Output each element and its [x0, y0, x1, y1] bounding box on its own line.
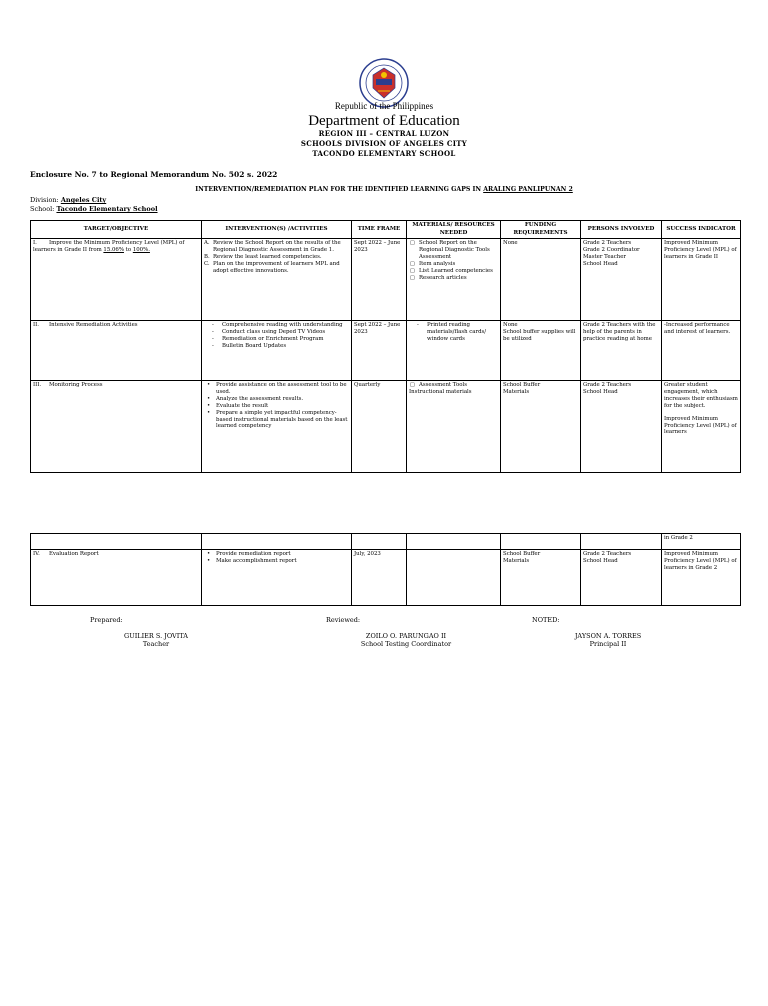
enclosure-text: Enclosure No. 7 to Regional Memorandum No. 502 s. 2022 [30, 170, 278, 179]
target-cell [31, 239, 202, 321]
list-item: • Prepare a simple yet impactful competency-based instructional materials based on the least learned competency [204, 410, 349, 431]
materials-cell [407, 550, 501, 606]
success-text: Greater student engagement, which increases their enthusiasm for the subject. [664, 382, 738, 409]
list-item: • Analyze the assessment results. [204, 396, 349, 403]
plan-title-subject: ARALING PANLIPUNAN 2 [483, 186, 573, 193]
list-item: - Printed reading materials/flash cards/ window cards [409, 322, 498, 343]
activities-cell [202, 381, 352, 473]
plan-table [30, 220, 741, 473]
prepared-role: Teacher [142, 640, 170, 648]
row-number: II. [33, 322, 39, 328]
list-item: School Head [583, 260, 618, 267]
persons-cell [581, 381, 662, 473]
list-item: □ Research articles [409, 275, 498, 282]
col-target: TARGET/OBJECTIVE [31, 221, 202, 239]
success-continued: in Grade 2 [662, 534, 741, 550]
target-to-word: to [123, 246, 133, 253]
persons-cell [581, 239, 662, 321]
republic-heading: Republic of the Philippines [334, 101, 434, 111]
list-item: • Provide assistance on the assessment tool to be used. [204, 382, 349, 396]
list-letter: B. [204, 253, 210, 260]
target-from: 15.06% [103, 246, 124, 253]
school-label: School: [30, 205, 57, 213]
table-header-row [31, 221, 741, 239]
list-item: • Make accomplishment report [204, 558, 349, 565]
list-item: □ Assessment Tools [409, 382, 498, 389]
list-item: Materials [503, 388, 530, 395]
time-cell: Sept 2022 – June 2023 [352, 239, 407, 321]
list-item: School Head [583, 557, 618, 564]
target-text: Monitoring Process [49, 382, 103, 388]
list-item: Grade 2 Teachers [583, 382, 632, 388]
list-letter: C. [204, 260, 210, 267]
division-label: Division: [30, 196, 61, 204]
reviewed-label: Reviewed: [326, 616, 361, 624]
list-item: - Remediation or Enrichment Program [204, 336, 349, 343]
persons-cell [581, 550, 662, 606]
list-item: Instructional materials [409, 388, 472, 395]
materials-cell [407, 321, 501, 381]
col-materials: MATERIALS/ RESOURCES NEEDED [407, 221, 501, 239]
table-row [31, 550, 741, 606]
list-item: Grade 2 Coordinator [583, 246, 640, 253]
time-cell: Sept 2022 – June 2023 [352, 321, 407, 381]
target-text: Improve the Minimum Proficiency Level (MPL) of learners in Grade II from [33, 240, 185, 253]
noted-label: NOTED: [532, 616, 560, 624]
division-value: Angeles City [60, 196, 107, 204]
col-interventions: INTERVENTION(S) /ACTIVITIES [202, 221, 352, 239]
list-item: School buffer supplies will be utilized [503, 328, 576, 342]
funding-cell [501, 321, 581, 381]
list-letter: A. [204, 240, 210, 246]
table-row [31, 534, 741, 550]
target-to: 100%. [132, 246, 150, 253]
list-item: □ List Learned competencies [409, 268, 498, 275]
activities-cell [202, 239, 352, 321]
list-item [204, 240, 349, 254]
plan-title [0, 186, 768, 193]
row-number: IV. [33, 551, 40, 557]
funding-cell: None [501, 239, 581, 321]
prepared-label: Prepared: [90, 616, 123, 624]
funding-cell [501, 381, 581, 473]
col-persons: PERSONS INVOLVED [581, 221, 662, 239]
list-item: Grade 2 Teachers [583, 551, 632, 557]
plan-table-continued [30, 533, 741, 606]
activities-cell [202, 321, 352, 381]
materials-cell [407, 239, 501, 321]
activities-cell [202, 550, 352, 606]
noted-role: Principal II [589, 640, 627, 648]
reviewed-name: ZOILO O. PARUNGAO II [365, 632, 447, 640]
list-item: School Head [583, 388, 618, 395]
list-item: Master Teacher [583, 253, 626, 260]
persons-cell: Grade 2 Teachers with the help of the parents in practice reading at home [581, 321, 662, 381]
col-time-frame: TIME FRAME [352, 221, 407, 239]
plan-title-prefix: INTERVENTION/REMEDIATION PLAN FOR THE IDENTIFIED LEARNING GAPS IN [195, 186, 484, 193]
row-number: I. [33, 240, 37, 246]
list-item: • Evaluate the result [204, 403, 349, 410]
success-cell: -Increased performance and interest of learners. [662, 321, 741, 381]
success-cell: Improved Minimum Proficiency Level (MPL) of learners in Grade II [662, 239, 741, 321]
list-item: - Comprehensive reading with understanding [204, 322, 349, 329]
col-funding: FUNDING REQUIREMENTS [501, 221, 581, 239]
list-text: Plan on the improvement of learners MPL and adopt effective innovations. [213, 260, 340, 274]
time-cell: July, 2023 [352, 550, 407, 606]
target-text: Intensive Remediation Activities [49, 322, 138, 328]
table-row [31, 381, 741, 473]
target-cell [31, 381, 202, 473]
list-item: □ Item analysis [409, 261, 498, 268]
table-row [31, 239, 741, 321]
list-text: Review the School Report on the results of the Regional Diagnostic Assessment in Grade 1. [213, 240, 341, 253]
school-line [30, 205, 158, 213]
school-heading: TACONDO ELEMENTARY SCHOOL [312, 149, 456, 158]
department-heading: Department of Education [308, 113, 460, 129]
row-number: III. [33, 382, 42, 388]
success-text: Improved Minimum Proficiency Level (MPL) of learners [664, 415, 737, 436]
list-item [204, 261, 349, 275]
table-row [31, 321, 741, 381]
col-success: SUCCESS INDICATOR [662, 221, 741, 239]
list-text: Review the least learned competencies. [213, 253, 322, 260]
materials-cell [407, 381, 501, 473]
list-item: - Bulletin Board Updates [204, 343, 349, 350]
division-line [30, 196, 106, 204]
success-cell: Improved Minimum Proficiency Level (MPL) of learners in Grade 2 [662, 550, 741, 606]
list-item: School Buffer [503, 382, 541, 388]
noted-name: JAYSON A. TORRES [574, 632, 642, 640]
list-item: Grade 2 Teachers [583, 240, 632, 246]
list-item: Materials [503, 557, 530, 564]
list-item: None [503, 322, 518, 328]
target-cell [31, 550, 202, 606]
success-cell [662, 381, 741, 473]
division-office-heading: SCHOOLS DIVISION OF ANGELES CITY [300, 139, 468, 148]
reviewed-role: School Testing Coordinator [360, 640, 452, 648]
list-item: □ School Report on the Regional Diagnostic Tools Assessment [409, 240, 498, 261]
list-item [204, 254, 349, 261]
funding-cell [501, 550, 581, 606]
time-cell: Quarterly [352, 381, 407, 473]
region-heading: REGION III – CENTRAL LUZON [318, 129, 450, 138]
list-item: • Provide remediation report [204, 551, 349, 558]
target-cell [31, 321, 202, 381]
list-item: - Conduct class using Deped TV Videos [204, 329, 349, 336]
target-text: Evaluation Report [49, 551, 99, 557]
school-value: Tacondo Elementary School [56, 205, 158, 213]
prepared-name: GUILIER S. JOVITA [124, 632, 188, 640]
list-item: School Buffer [503, 551, 541, 557]
